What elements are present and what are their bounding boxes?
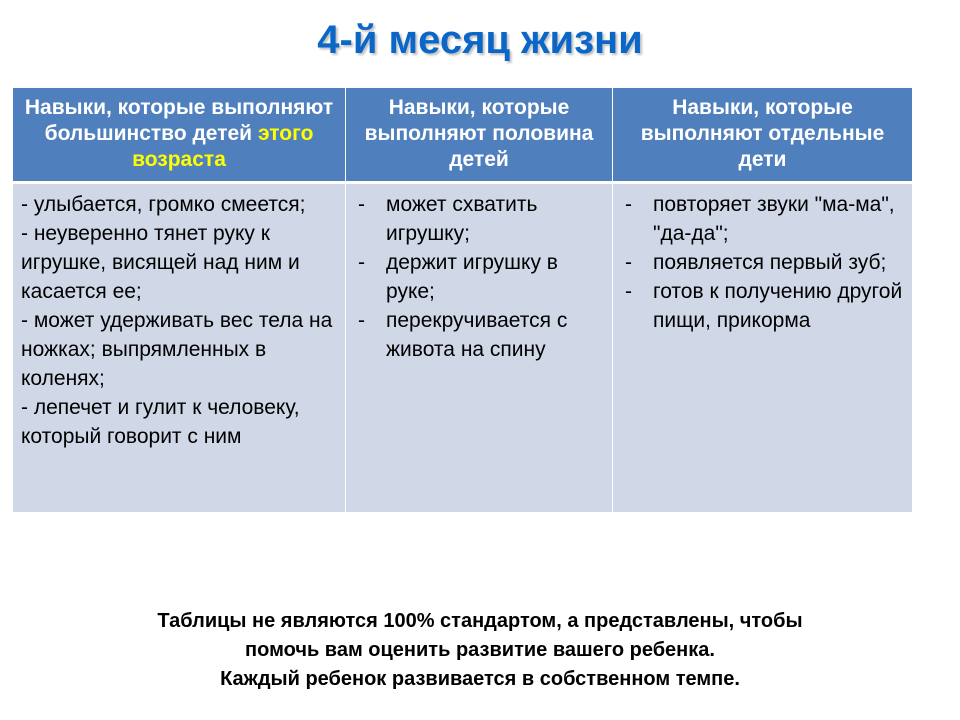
- skills-table: [12, 88, 913, 512]
- some-skills-list: [621, 190, 904, 335]
- header-majority-highlight: этого возраста: [132, 122, 314, 171]
- list-item: - лепечет и гулит к человеку, который говорит с ним: [21, 396, 300, 448]
- cell-majority-skills: [13, 183, 346, 513]
- header-half-text: Навыки, которые выполняют половина детей: [364, 96, 594, 171]
- header-some: [613, 88, 913, 183]
- list-item: - неуверенно тянет руку к игрушке, висящей над ним и касается ее;: [21, 222, 300, 303]
- list-item: - может схватить игрушку;: [354, 190, 604, 248]
- half-skills-list: [354, 190, 604, 364]
- disclaimer-line-2: помочь вам оценить развитие вашего ребенка.: [245, 639, 715, 661]
- page-title: 4-й месяц жизни: [317, 18, 643, 62]
- cell-some-skills: [613, 183, 913, 513]
- list-item: - перекручивается с живота на спину: [354, 306, 604, 364]
- header-half: [346, 88, 613, 183]
- disclaimer-note: [0, 607, 960, 694]
- disclaimer-line-3: Каждый ребенок развивается в собственном темпе.: [220, 668, 740, 690]
- table-row: [13, 183, 913, 513]
- list-item: - может удерживать вес тела на ножках; выпрямленных в коленях;: [21, 309, 333, 390]
- header-majority: [13, 88, 346, 183]
- list-item: - появляется первый зуб;: [621, 248, 904, 277]
- table-header-row: [13, 88, 913, 183]
- header-majority-text: Навыки, которые выполняют большинство детей: [24, 96, 334, 145]
- disclaimer-line-1: Таблицы не являются 100% стандартом, а представлены, чтобы: [157, 610, 803, 632]
- list-item: - улыбается, громко смеется;: [21, 193, 306, 216]
- list-item: - готов к получению другой пищи, прикорма: [621, 277, 904, 335]
- cell-half-skills: [346, 183, 613, 513]
- list-item: - держит игрушку в руке;: [354, 248, 604, 306]
- list-item: - повторяет звуки "ма-ма", "да-да";: [621, 190, 904, 248]
- header-some-text: Навыки, которые выполняют отдельные дети: [640, 96, 885, 171]
